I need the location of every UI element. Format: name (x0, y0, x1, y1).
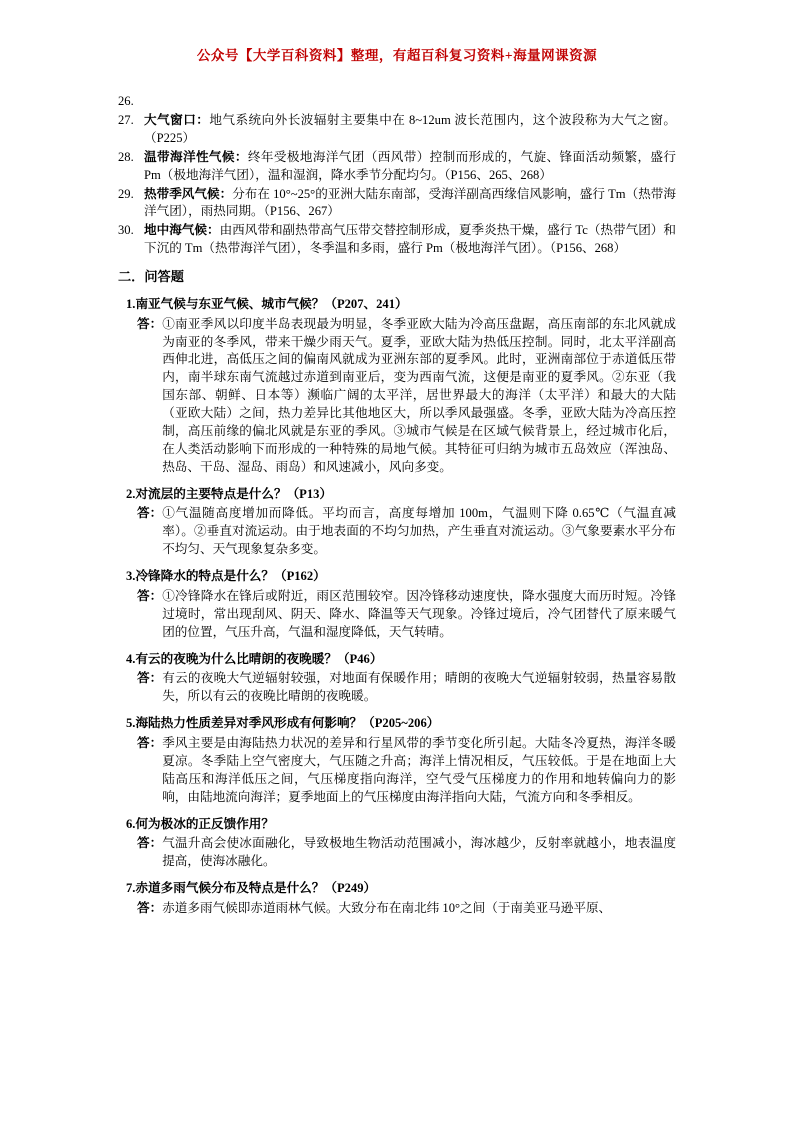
definition-term: 地中海气候： (144, 223, 220, 238)
definition-item (118, 186, 676, 222)
definition-item (118, 149, 676, 185)
question-text: 6.何为极冰的正反馈作用？ (126, 816, 274, 831)
question-text: 3.冷锋降水的特点是什么？（P162） (126, 569, 326, 584)
definition-item (118, 112, 676, 148)
definition-term: 热带季风气候： (144, 186, 233, 201)
question-text: 1.南亚气候与东亚气候、城市气候？（P207、241） (126, 296, 408, 311)
answer-text: ①冷锋降水在锋后或附近，雨区范围较窄。因冷锋移动速度快，降水强度大而历时短。冷锋过境时，常出现刮风、阴天、降水、降温等天气现象。冷锋过境后，冷气团替代了原来暖气团的位置，气压升高，气温和湿度降低，天气转晴。 (162, 588, 676, 639)
qa-item (118, 568, 676, 642)
answer-label: 答： (137, 736, 163, 751)
qa-item (118, 816, 676, 872)
answer-label: 答： (137, 671, 163, 686)
definition-number: 28. (118, 149, 134, 164)
answer-text: 季风主要是由海陆热力状况的差异和行星风带的季节变化所引起。大陆冬冷夏热，海洋冬暖夏凉。冬季陆上空气密度大，气压随之升高；海洋上情况相反，气压较低。于是在地面上大陆高压和海洋低压之间，气压梯度指向海洋，空气受气压梯度力的作用和地转偏向力的影响，由陆地流向海洋；夏季地面上的气压梯度由海洋指向大陆，气流方向和冬季相反。 (162, 736, 676, 804)
answer-text: 气温升高会使冰面融化，导致极地生物活动范围减小，海冰越少，反射率就越小，地表温度提高，使海冰融化。 (162, 836, 676, 869)
definition-item (118, 93, 676, 111)
definition-number: 29. (118, 186, 134, 201)
definition-number: 30. (118, 223, 134, 238)
definition-number: 26. (118, 94, 134, 109)
answer-label: 答： (137, 316, 163, 331)
definition-body: 地气系统向外长波辐射主要集中在 8~12um 波长范围内，这个波段称为大气之窗。（P225） (144, 113, 677, 145)
answer-text: 有云的夜晚大气逆辐射较强，对地面有保暖作用；晴朗的夜晚大气逆辐射较弱，热量容易散失，所以有云的夜晚比晴朗的夜晚暖。 (162, 671, 676, 704)
qa-item (118, 715, 676, 806)
answer-label: 答： (137, 588, 163, 603)
question-text: 5.海陆热力性质差异对季风形成有何影响？（P205~206） (126, 716, 440, 731)
answer-text: ①气温随高度增加而降低。平均而言，高度每增加 100m，气温则下降 0.65℃（气温直减率）。②垂直对流运动。由于地表面的不均匀加热，产生垂直对流运动。③气象要素水平分布不均匀、天气现象复杂多变。 (162, 506, 676, 557)
definition-body: 由西风带和副热带高气压带交替控制形成，夏季炎热干燥，盛行 Tc（热带气团）和下沉的 Tm（热带海洋气团），冬季温和多雨，盛行 Pm（极地海洋气团）。（P156、268） (144, 223, 676, 256)
definition-body: 分布在 10°~25°的亚洲大陆东南部，受海洋副高西缘信风影响，盛行 Tm（热带海洋气团），雨热同期。（P156、267） (144, 186, 677, 219)
definition-number: 27. (118, 113, 134, 128)
definition-term: 大气窗口： (144, 113, 210, 128)
qa-item (118, 651, 676, 707)
definition-item (118, 222, 676, 258)
header-note: 公众号【大学百科资料】整理，有超百科复习资料+海量网课资源 (196, 48, 598, 63)
answer-label: 答： (137, 836, 163, 851)
answer-label: 答： (137, 506, 163, 521)
qa-item (118, 486, 676, 560)
qa-item (118, 296, 676, 477)
definition-term: 温带海洋性气候： (144, 149, 248, 164)
question-text: 2.对流层的主要特点是什么？（P13） (126, 486, 333, 501)
section-title: 二．问答题 (118, 269, 184, 285)
answer-label: 答： (137, 901, 163, 916)
answer-text: ①南亚季风以印度半岛表现最为明显，冬季亚欧大陆为冷高压盘踞，高压南部的东北风就成为南亚的冬季风，带来干燥少雨天气。夏季，亚欧大陆为热低压控制。同时，北太平洋副高西伸北进，高低压之间的偏南风就成为亚洲东部的夏季风。此时，亚洲南部位于赤道低压带内，南半球东南气流越过赤道到南亚后，变为西南气流，这便是南亚的夏季风。②东亚（我国东部、朝鲜、日本等）濒临广阔的太平洋，居世界最大的海洋（太平洋）和最大的大陆（亚欧大陆）之间，热力差异比其他地区大，所以季风最强盛。冬季，亚欧大陆为冷高压控制，高压前缘的偏北风就是东亚的季风。③城市气候是在区域气候背景上，经过城市化后，在人类活动影响下而形成的一种特殊的局地气候。其特征可归纳为城市五岛效应（浑浊岛、热岛、干岛、湿岛、雨岛）和风速减小，风向多变。 (162, 316, 676, 474)
definition-body: 终年受极地海洋气团（西风带）控制而形成的，气旋、锋面活动频繁，盛行 Pm（极地海洋气团），温和湿润，降水季节分配均匀。（P156、265、268） (144, 149, 677, 182)
answer-text: 赤道多雨气候即赤道雨林气候。大致分布在南北纬 10°之间（于南美亚马逊平原、 (162, 901, 612, 916)
qa-item (118, 880, 676, 918)
question-text: 7.赤道多雨气候分布及特点是什么？（P249） (126, 881, 377, 896)
question-text: 4.有云的夜晚为什么比晴朗的夜晚暖？（P46） (126, 651, 383, 666)
